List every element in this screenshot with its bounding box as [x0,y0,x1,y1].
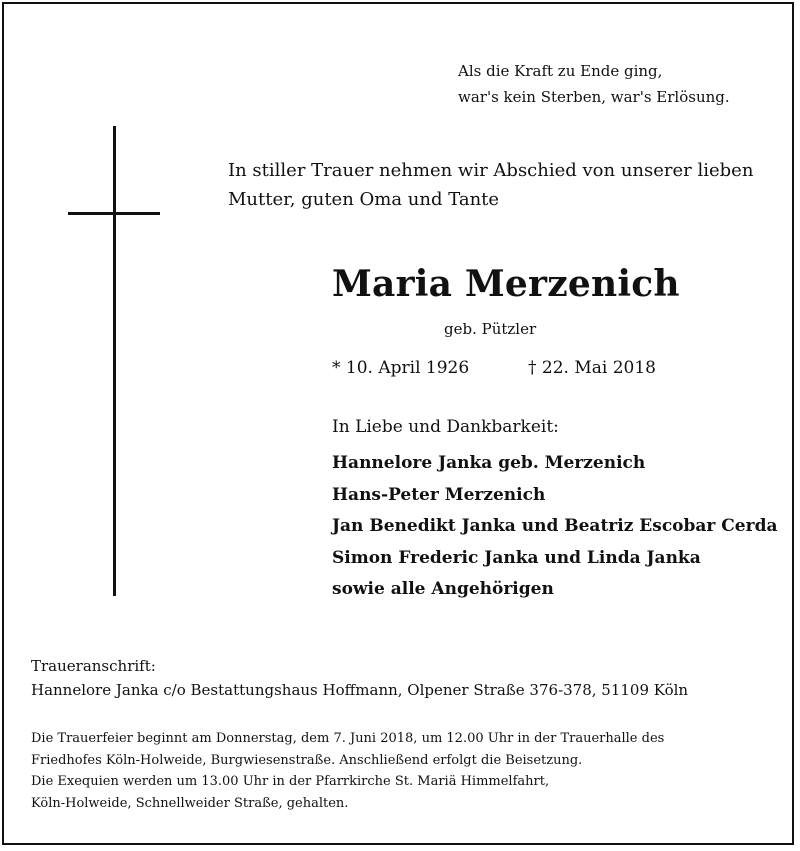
deceased-name: Maria Merzenich [332,263,680,305]
mourner-name: Hannelore Janka geb. Merzenich [332,453,646,473]
maiden-name: geb. Pützler [444,320,537,338]
mourner-name: Simon Frederic Janka und Linda Janka [332,547,701,568]
cross-vertical-bar [113,126,116,596]
ceremony-line: Friedhofes Köln-Holweide, Burgwiesenstraße. Anschließend erfolgt die Beisetzung. [31,752,583,768]
mourner-name: Hans-Peter Merzenich [332,484,546,505]
birth-date: * 10. April 1926 [332,358,470,378]
address-value: Hannelore Janka c/o Bestattungshaus Hoffmann, Olpener Straße 376-378, 51109 Köln [31,681,689,699]
life-dates [332,354,772,382]
intro-line-2: Mutter, guten Oma und Tante [228,189,500,210]
mourners-list [332,448,787,606]
mourning-address [31,654,776,702]
address-label: Traueranschrift: [31,657,156,675]
quote-line-2: war's kein Sterben, war's Erlösung. [458,88,730,106]
death-date: † 22. Mai 2018 [528,358,656,378]
mourner-name: sowie alle Angehörigen [332,579,554,599]
cross-icon [68,126,160,596]
epigraph-quote [458,58,778,110]
ceremony-line: Die Exequien werden um 13.00 Uhr in der Pfarrkirche St. Mariä Himmelfahrt, [31,774,550,789]
intro-text [228,156,768,214]
cross-horizontal-bar [68,212,160,215]
mourner-name: Jan Benedikt Janka und Beatriz Escobar Cerda [332,516,778,536]
ceremony-line: Die Trauerfeier beginnt am Donnerstag, dem 7. Juni 2018, um 12.00 Uhr in der Trauerhalle des [31,731,665,746]
mourners-heading: In Liebe und Dankbarkeit: [332,417,559,437]
ceremony-details [31,728,776,814]
ceremony-line: Köln-Holweide, Schnellweider Straße, gehalten. [31,795,349,811]
intro-line-1: In stiller Trauer nehmen wir Abschied von unserer lieben [228,160,754,181]
quote-line-1: Als die Kraft zu Ende ging, [458,62,663,80]
